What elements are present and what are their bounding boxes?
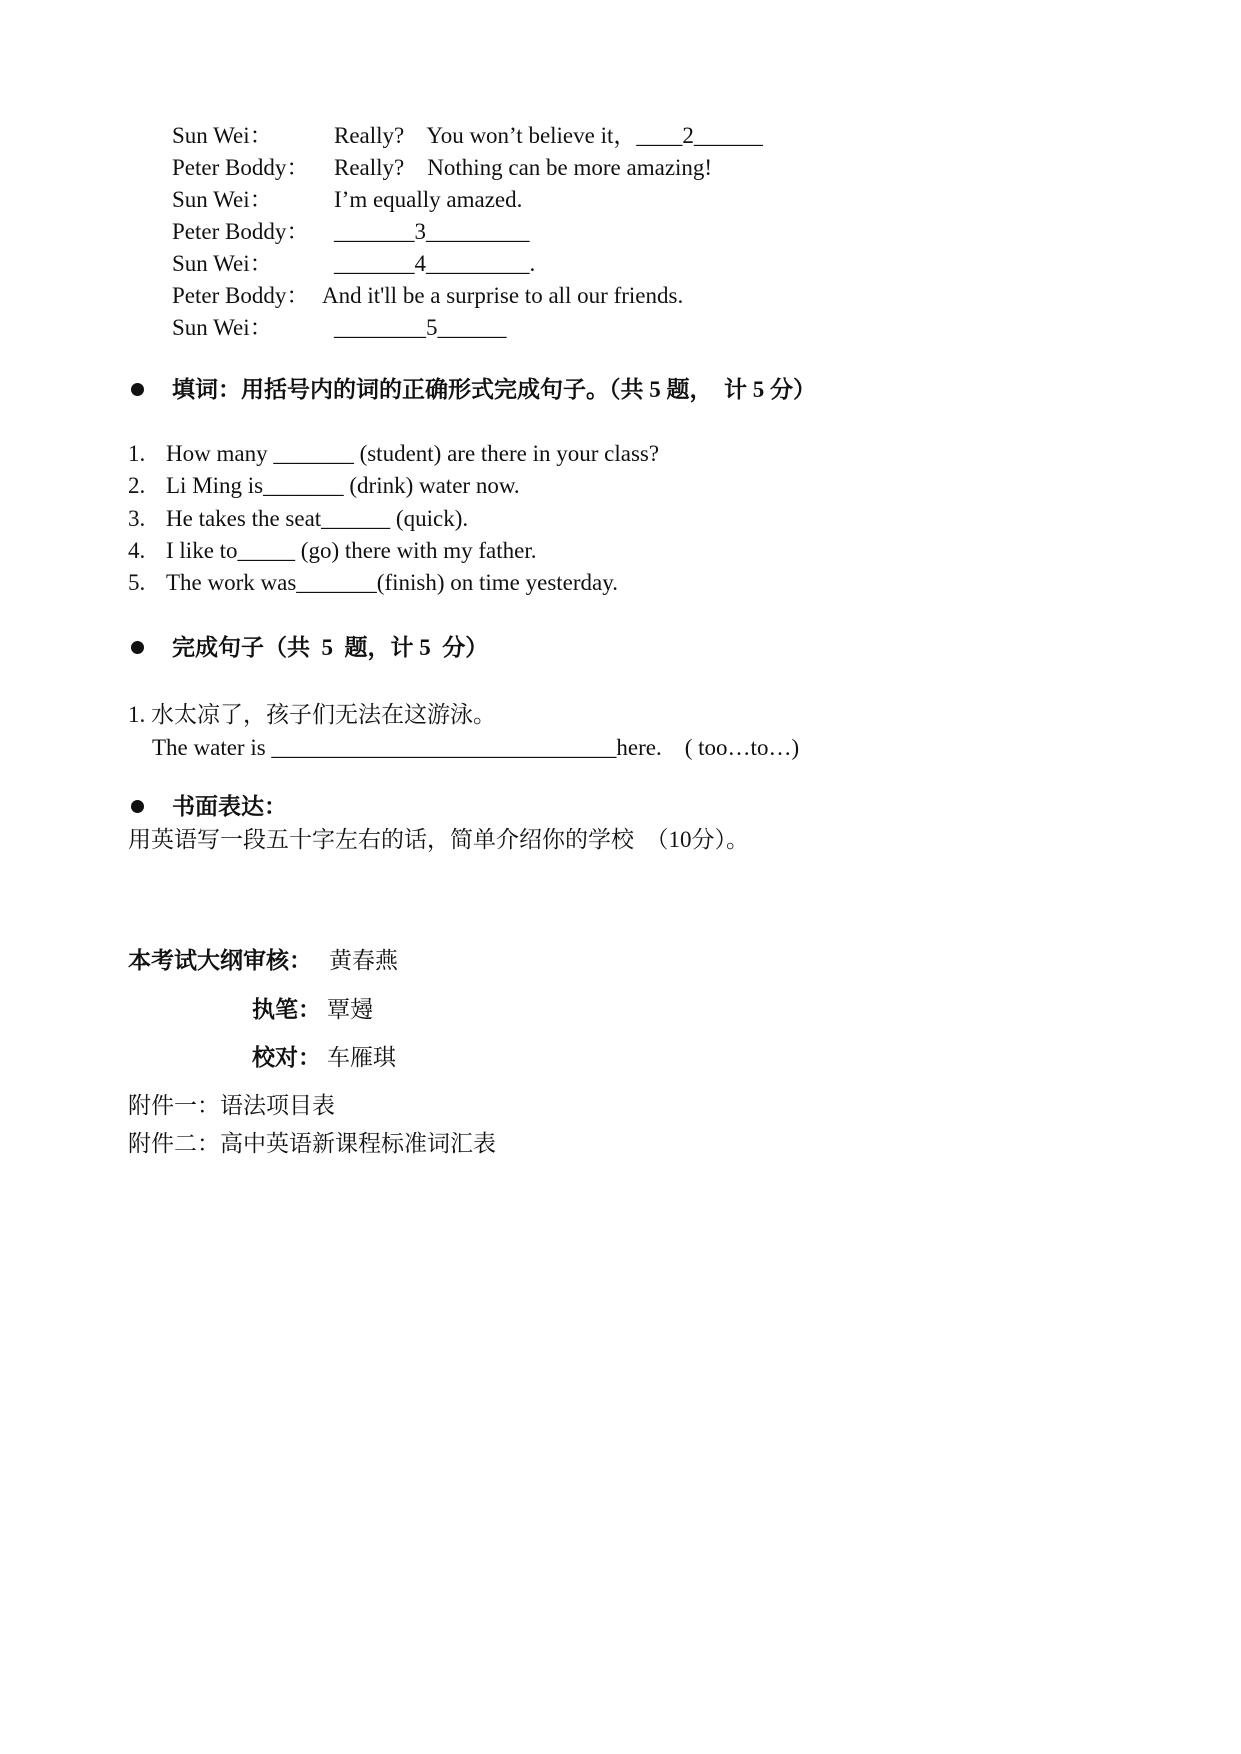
question-item: How many _______ (student) are there in your class? (166, 441, 660, 466)
attachment-item: 附件一：语法项目表 (128, 1093, 335, 1118)
item-number: 2. (128, 473, 146, 498)
item-number: 3. (128, 506, 146, 531)
bullet-icon (131, 383, 144, 396)
writing-prompt: 用英语写一段五十字左右的话，简单介绍你的学校 （10分）。 (128, 827, 749, 852)
item-number: 5. (128, 570, 146, 595)
item-number: 4. (128, 538, 146, 563)
dialogue-speaker: Sun Wei： (172, 315, 273, 340)
dialogue-line: Really? Nothing can be more amazing! (334, 155, 713, 180)
question-item: I like to_____ (go) there with my father. (166, 538, 537, 563)
bullet-icon (131, 641, 144, 654)
review-label: 本考试大纲审核： (128, 948, 312, 973)
section-heading: 书面表达： (172, 794, 287, 819)
question-item-english: The water is ______________________________here. ( too…to…) (152, 735, 800, 760)
dialogue-speaker: Peter Boddy： (172, 219, 310, 244)
dialogue-line: Really? You won’t believe it，____2______ (334, 123, 763, 148)
dialogue-line: _______3_________ (334, 219, 530, 244)
dialogue-line: And it'll be a surprise to all our friends. (322, 283, 684, 308)
proof-label: 校对： (252, 1045, 321, 1070)
section-heading: 填词：用括号内的词的正确形式完成句子。（共 5 题， 计 5 分） (172, 377, 816, 402)
dialogue-speaker: Sun Wei： (172, 187, 273, 212)
author-label: 执笔： (252, 997, 321, 1022)
question-item: Li Ming is_______ (drink) water now. (166, 473, 520, 498)
question-item-chinese: 1. 水太凉了，孩子们无法在这游泳。 (128, 702, 496, 727)
question-item: The work was_______(finish) on time yesterday. (166, 570, 619, 595)
dialogue-speaker: Sun Wei： (172, 251, 273, 276)
question-item: He takes the seat______ (quick). (166, 506, 469, 531)
review-name: 黄春燕 (329, 948, 398, 973)
dialogue-speaker: Peter Boddy： (172, 283, 310, 308)
dialogue-line: ________5______ (334, 315, 507, 340)
section-heading: 完成句子（共 5 题，计 5 分） (172, 635, 489, 660)
author-name: 覃攳 (327, 997, 373, 1022)
item-number: 1. (128, 441, 146, 466)
bullet-icon (131, 800, 144, 813)
attachment-item: 附件二：高中英语新课程标准词汇表 (128, 1131, 496, 1156)
dialogue-speaker: Peter Boddy： (172, 155, 310, 180)
dialogue-speaker: Sun Wei： (172, 123, 273, 148)
dialogue-line: _______4_________. (334, 251, 536, 276)
proof-name: 车雁琪 (327, 1045, 396, 1070)
dialogue-line: I’m equally amazed. (334, 187, 523, 212)
